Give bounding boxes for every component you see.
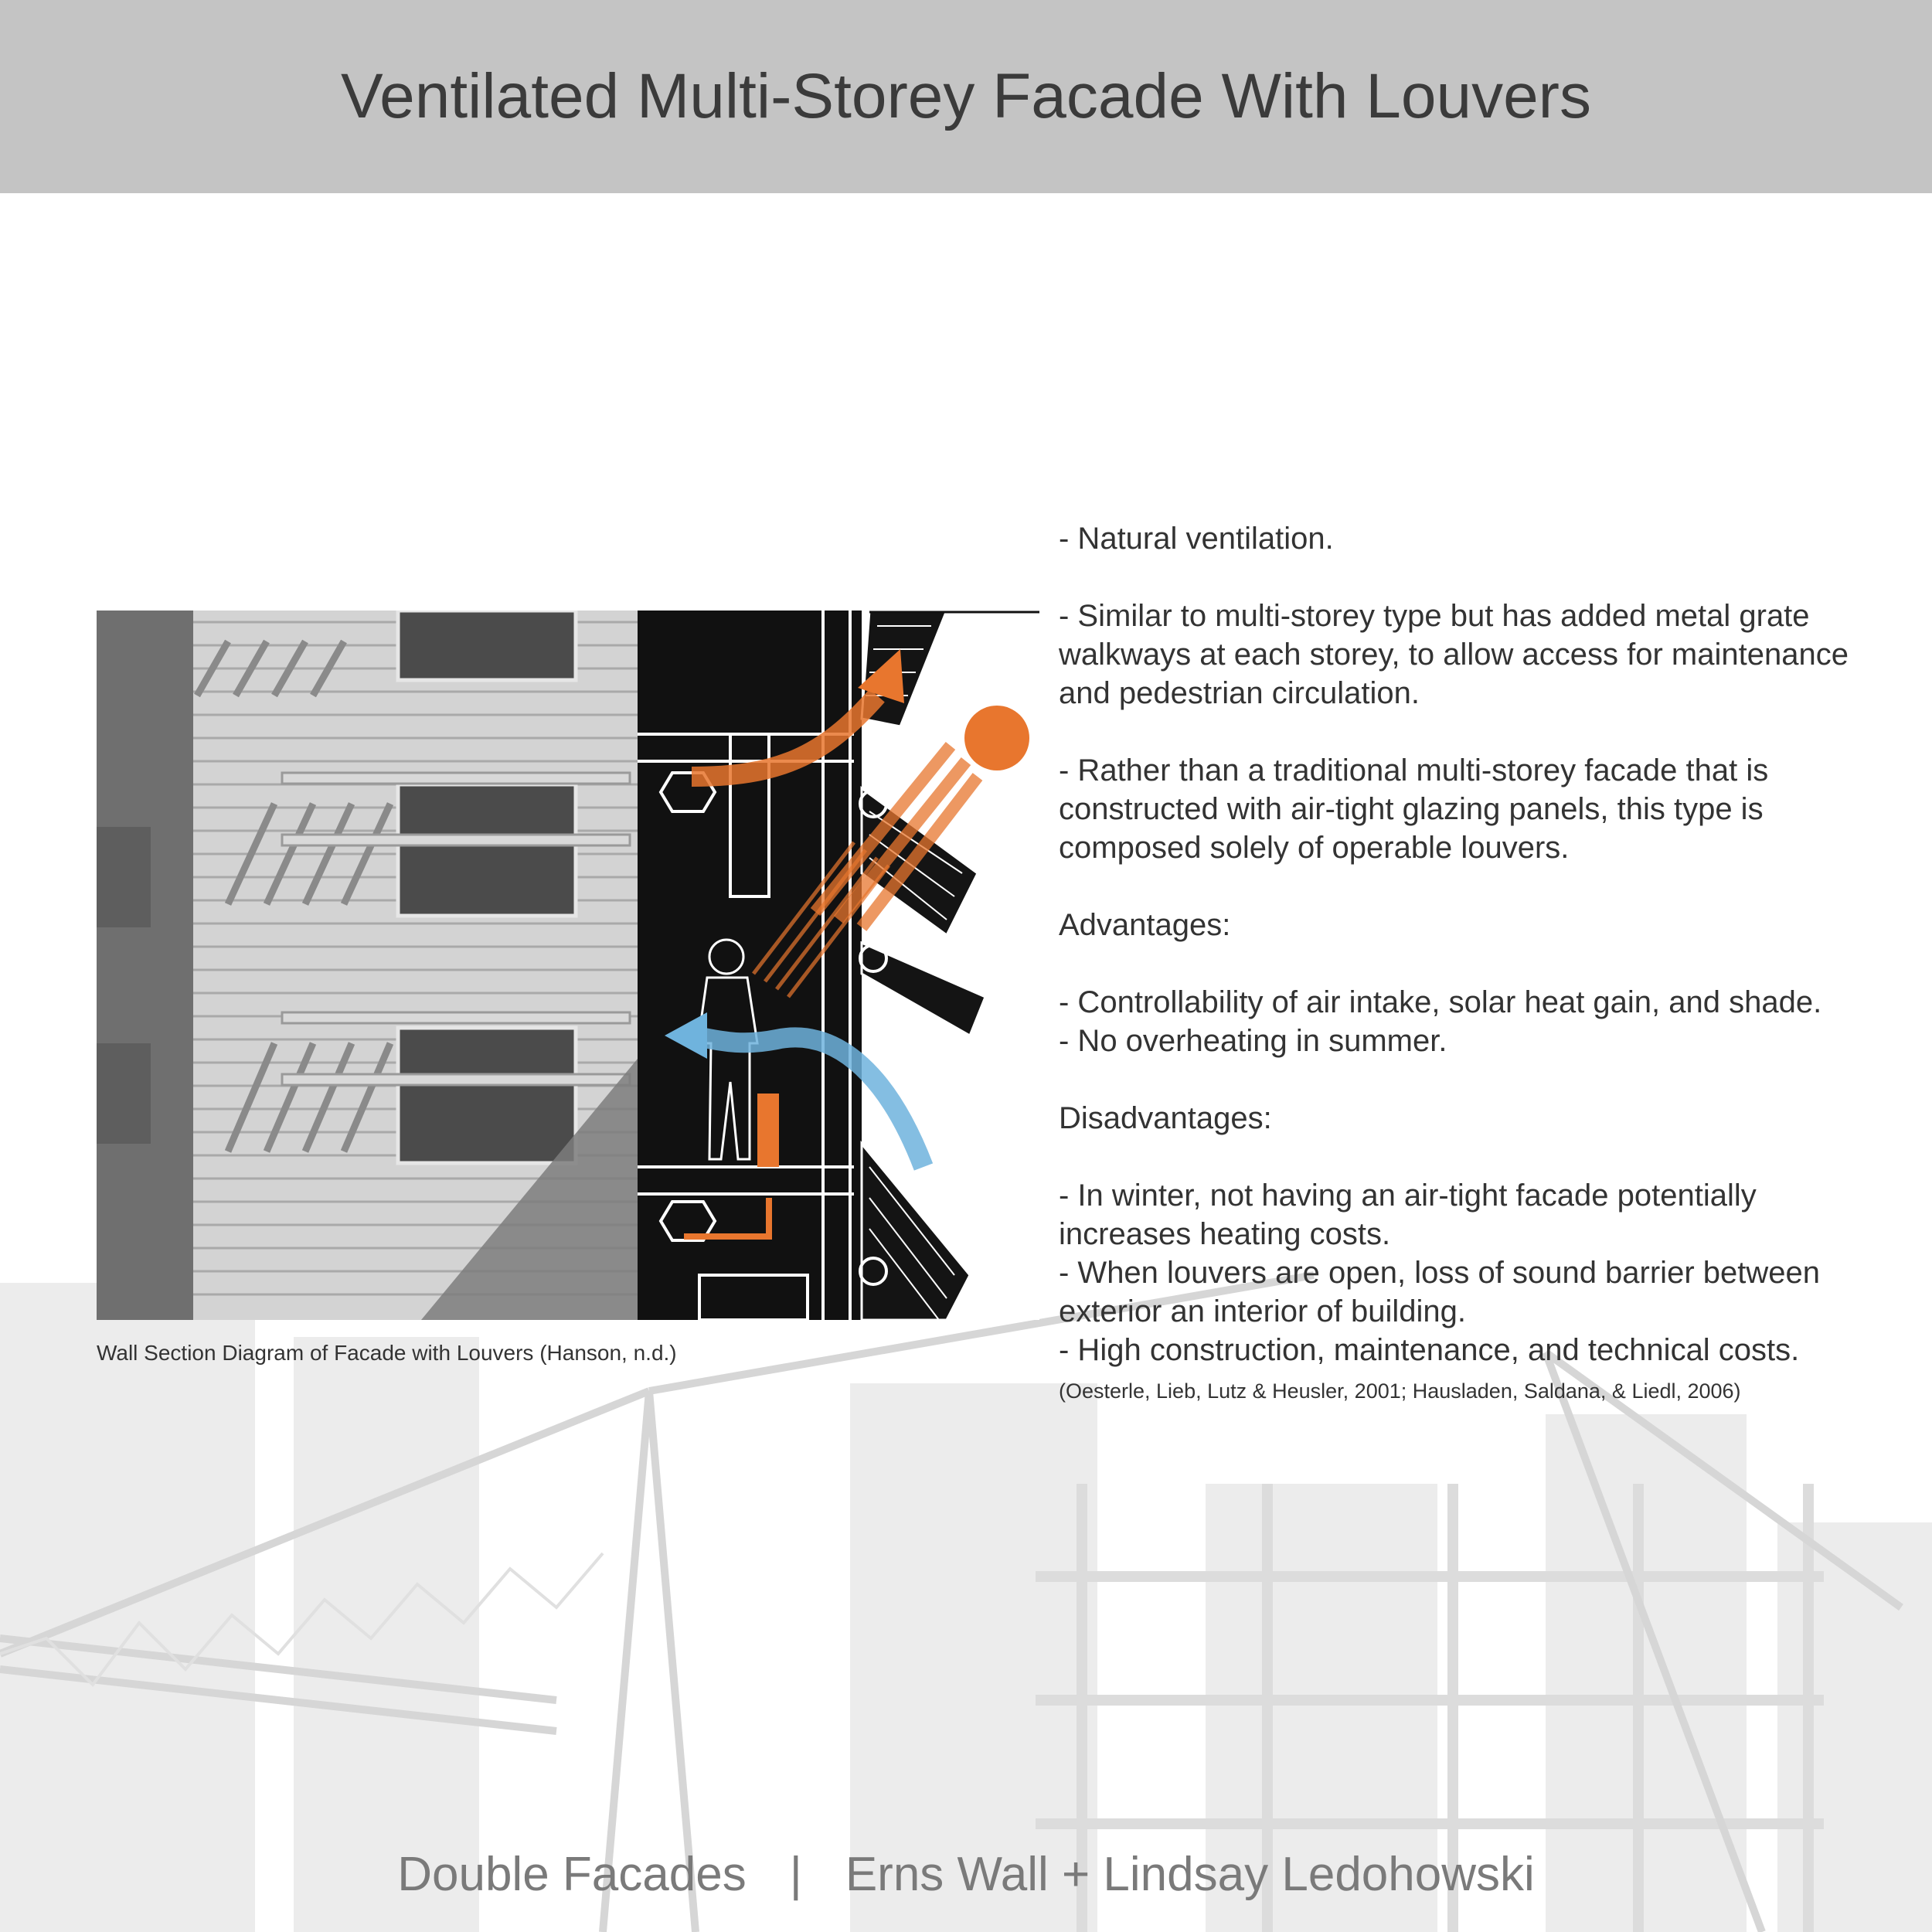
description-column [1059, 519, 1878, 1408]
footer-project-title: Double Facades [397, 1848, 747, 1901]
point-natural-ventilation: - Natural ventilation. [1059, 522, 1334, 556]
disadvantage-item: - High construction, maintenance, and technical costs. [1059, 1333, 1800, 1367]
advantage-item: - No overheating in summer. [1059, 1024, 1447, 1058]
advantages-heading: Advantages: [1059, 908, 1231, 942]
disadvantage-item: - When louvers are open, loss of sound barrier between exterior an interior of building. [1059, 1256, 1820, 1328]
figure-caption: Wall Section Diagram of Facade with Louvers (Hanson, n.d.) [97, 1341, 677, 1365]
footer-authors: Erns Wall + Lindsay Ledohowski [845, 1848, 1535, 1901]
title-banner [0, 0, 1932, 193]
advantage-item: - Controllability of air intake, solar heat gain, and shade. [1059, 985, 1822, 1019]
wall-section-diagram [97, 611, 1039, 1320]
point-walkways: - Similar to multi-storey type but has added metal grate walkways at each storey, to allow access for maintenance and pedestrian circulation. [1059, 599, 1849, 710]
citation: (Oesterle, Lieb, Lutz & Heusler, 2001; Hausladen, Saldana, & Liedl, 2006) [1059, 1379, 1741, 1403]
page-title: Ventilated Multi-Storey Facade With Louvers [341, 61, 1591, 131]
footer [0, 1847, 1932, 1902]
point-operable-louvers: - Rather than a traditional multi-storey facade that is constructed with air-tight glazing panels, this type is composed solely of operable louvers. [1059, 753, 1769, 865]
disadvantage-item: - In winter, not having an air-tight facade potentially increases heating costs. [1059, 1179, 1757, 1251]
disadvantages-heading: Disadvantages: [1059, 1101, 1272, 1135]
footer-separator: | [789, 1848, 802, 1901]
